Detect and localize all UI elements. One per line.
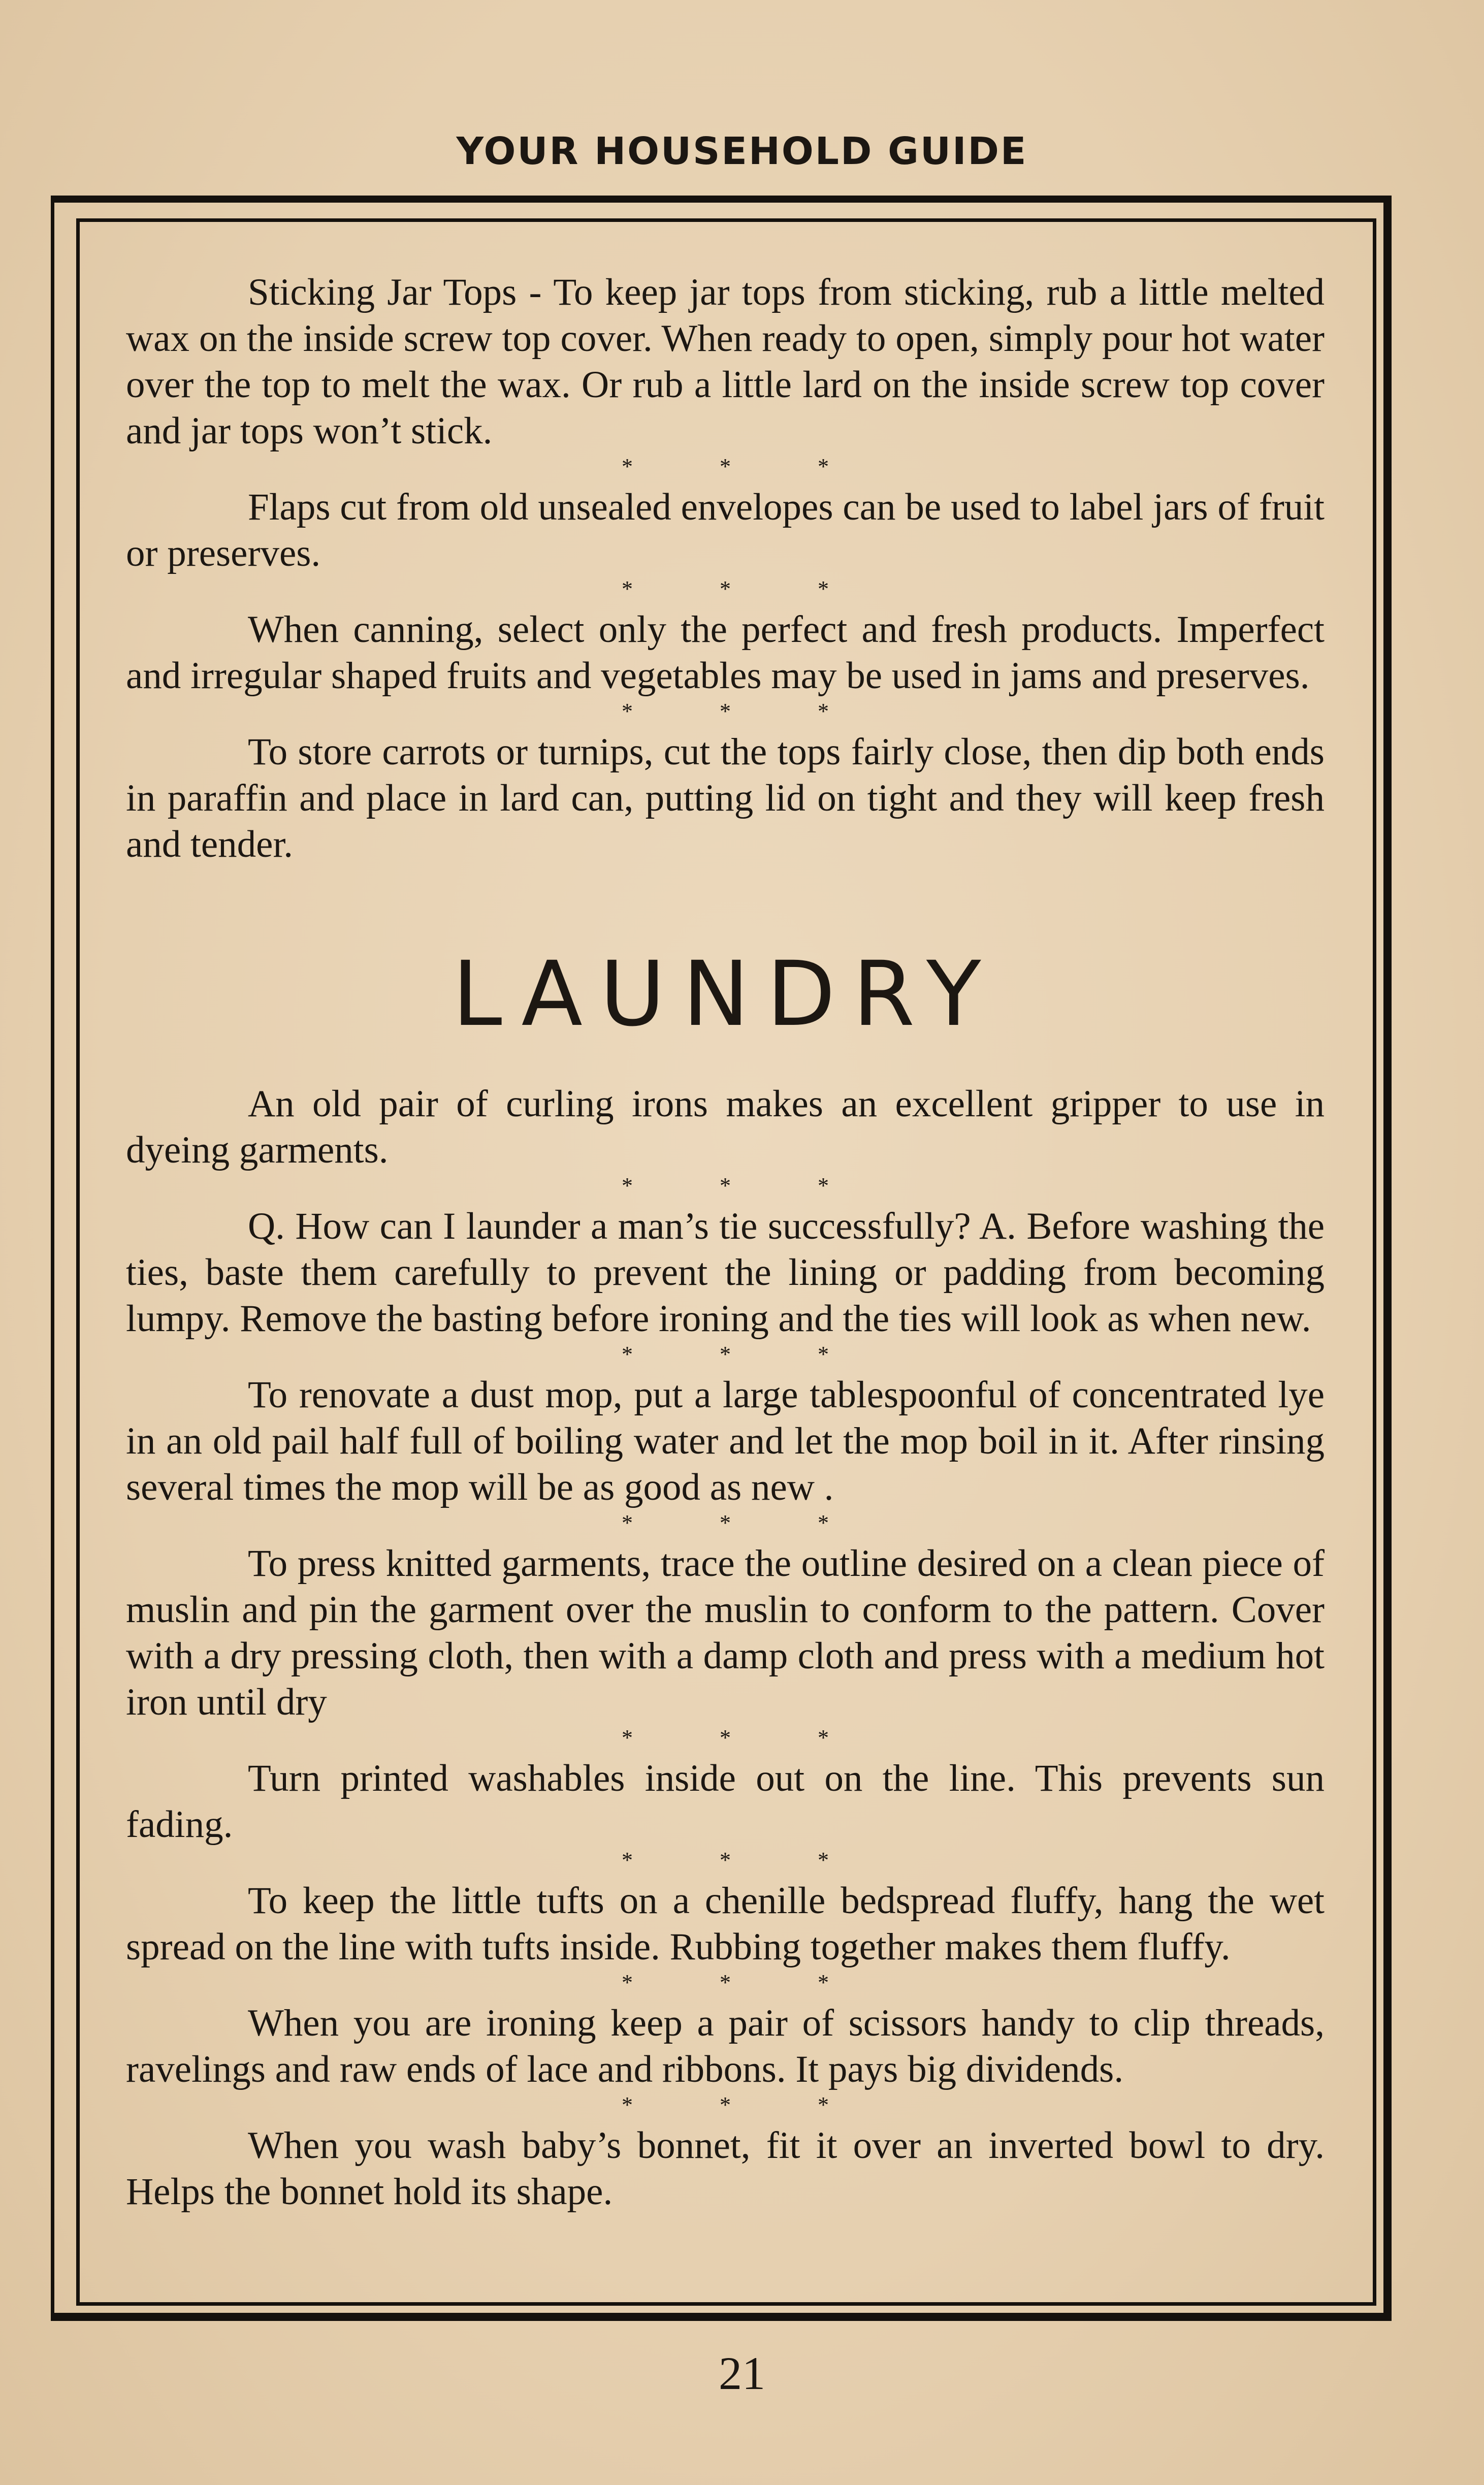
laundry-tip-paragraph: An old pair of curling irons makes an excellent gripper to use in dyeing garments.: [126, 1083, 1325, 1171]
separator-stars: * * *: [622, 576, 869, 601]
separator-stars: * * *: [622, 699, 869, 724]
laundry-tip-paragraph: When you wash baby’s bonnet, fit it over an inverted bowl to dry. Helps the bonnet hold its shape.: [126, 2124, 1325, 2213]
tip-paragraph: When canning, select only the perfect and fresh products. Imperfect and irregular shaped fruits and vegetables may be used in jams and preserves.: [126, 608, 1325, 697]
separator-stars: * * *: [622, 1848, 869, 1873]
page-content: [126, 269, 1325, 2215]
page-number: 21: [719, 2347, 765, 2399]
tip-paragraph: Sticking Jar Tops - To keep jar tops from sticking, rub a little melted wax on the inside screw top cover. When ready to open, simply pour hot water over the top to melt the wax. Or rub a little lard on the inside screw top cover and jar tops won’t stick.: [126, 271, 1325, 452]
laundry-tip-paragraph: To keep the little tufts on a chenille bedspread fluffy, hang the wet spread on the line with tufts inside. Rubbing together makes them fluffy.: [126, 1880, 1325, 1968]
laundry-tip-paragraph: Turn printed washables inside out on the line. This prevents sun fading.: [126, 1757, 1325, 1846]
tip-paragraph: To store carrots or turnips, cut the tops fairly close, then dip both ends in paraffin and place in lard can, putting lid on tight and they will keep fresh and tender.: [126, 731, 1325, 865]
separator-stars: * * *: [622, 1725, 869, 1750]
laundry-tip-paragraph: To renovate a dust mop, put a large tablespoonful of concentrated lye in an old pail half full of boiling water and let the mop boil in it. After rinsing several times the mop will be as good as new .: [126, 1374, 1325, 1508]
separator-stars: * * *: [622, 454, 869, 479]
separator-stars: * * *: [622, 1510, 869, 1535]
section-heading-laundry: LAUNDRY: [452, 942, 998, 1046]
separator-stars: * * *: [622, 1173, 869, 1198]
separator-stars: * * *: [622, 1970, 869, 1995]
tip-paragraph: Flaps cut from old unsealed envelopes can be used to label jars of fruit or preserves.: [126, 486, 1325, 574]
laundry-tip-paragraph: When you are ironing keep a pair of scissors handy to clip threads, ravelings and raw ends of lace and ribbons. It pays big dividends.: [126, 2002, 1325, 2090]
separator-stars: * * *: [622, 1342, 869, 1367]
running-head: YOUR HOUSEHOLD GUIDE: [456, 130, 1028, 173]
separator-stars: * * *: [622, 2092, 869, 2117]
laundry-tip-paragraph: Q. How can I launder a man’s tie successfully? A. Before washing the ties, baste them carefully to prevent the lining or padding from becoming lumpy. Remove the basting before ironing and the ties will look as when new.: [126, 1205, 1325, 1340]
laundry-tip-paragraph: To press knitted garments, trace the outline desired on a clean piece of muslin and pin the garment over the muslin to conform to the pattern. Cover with a dry pressing cloth, then with a damp cloth and press with a medium hot iron until dry: [126, 1542, 1325, 1723]
